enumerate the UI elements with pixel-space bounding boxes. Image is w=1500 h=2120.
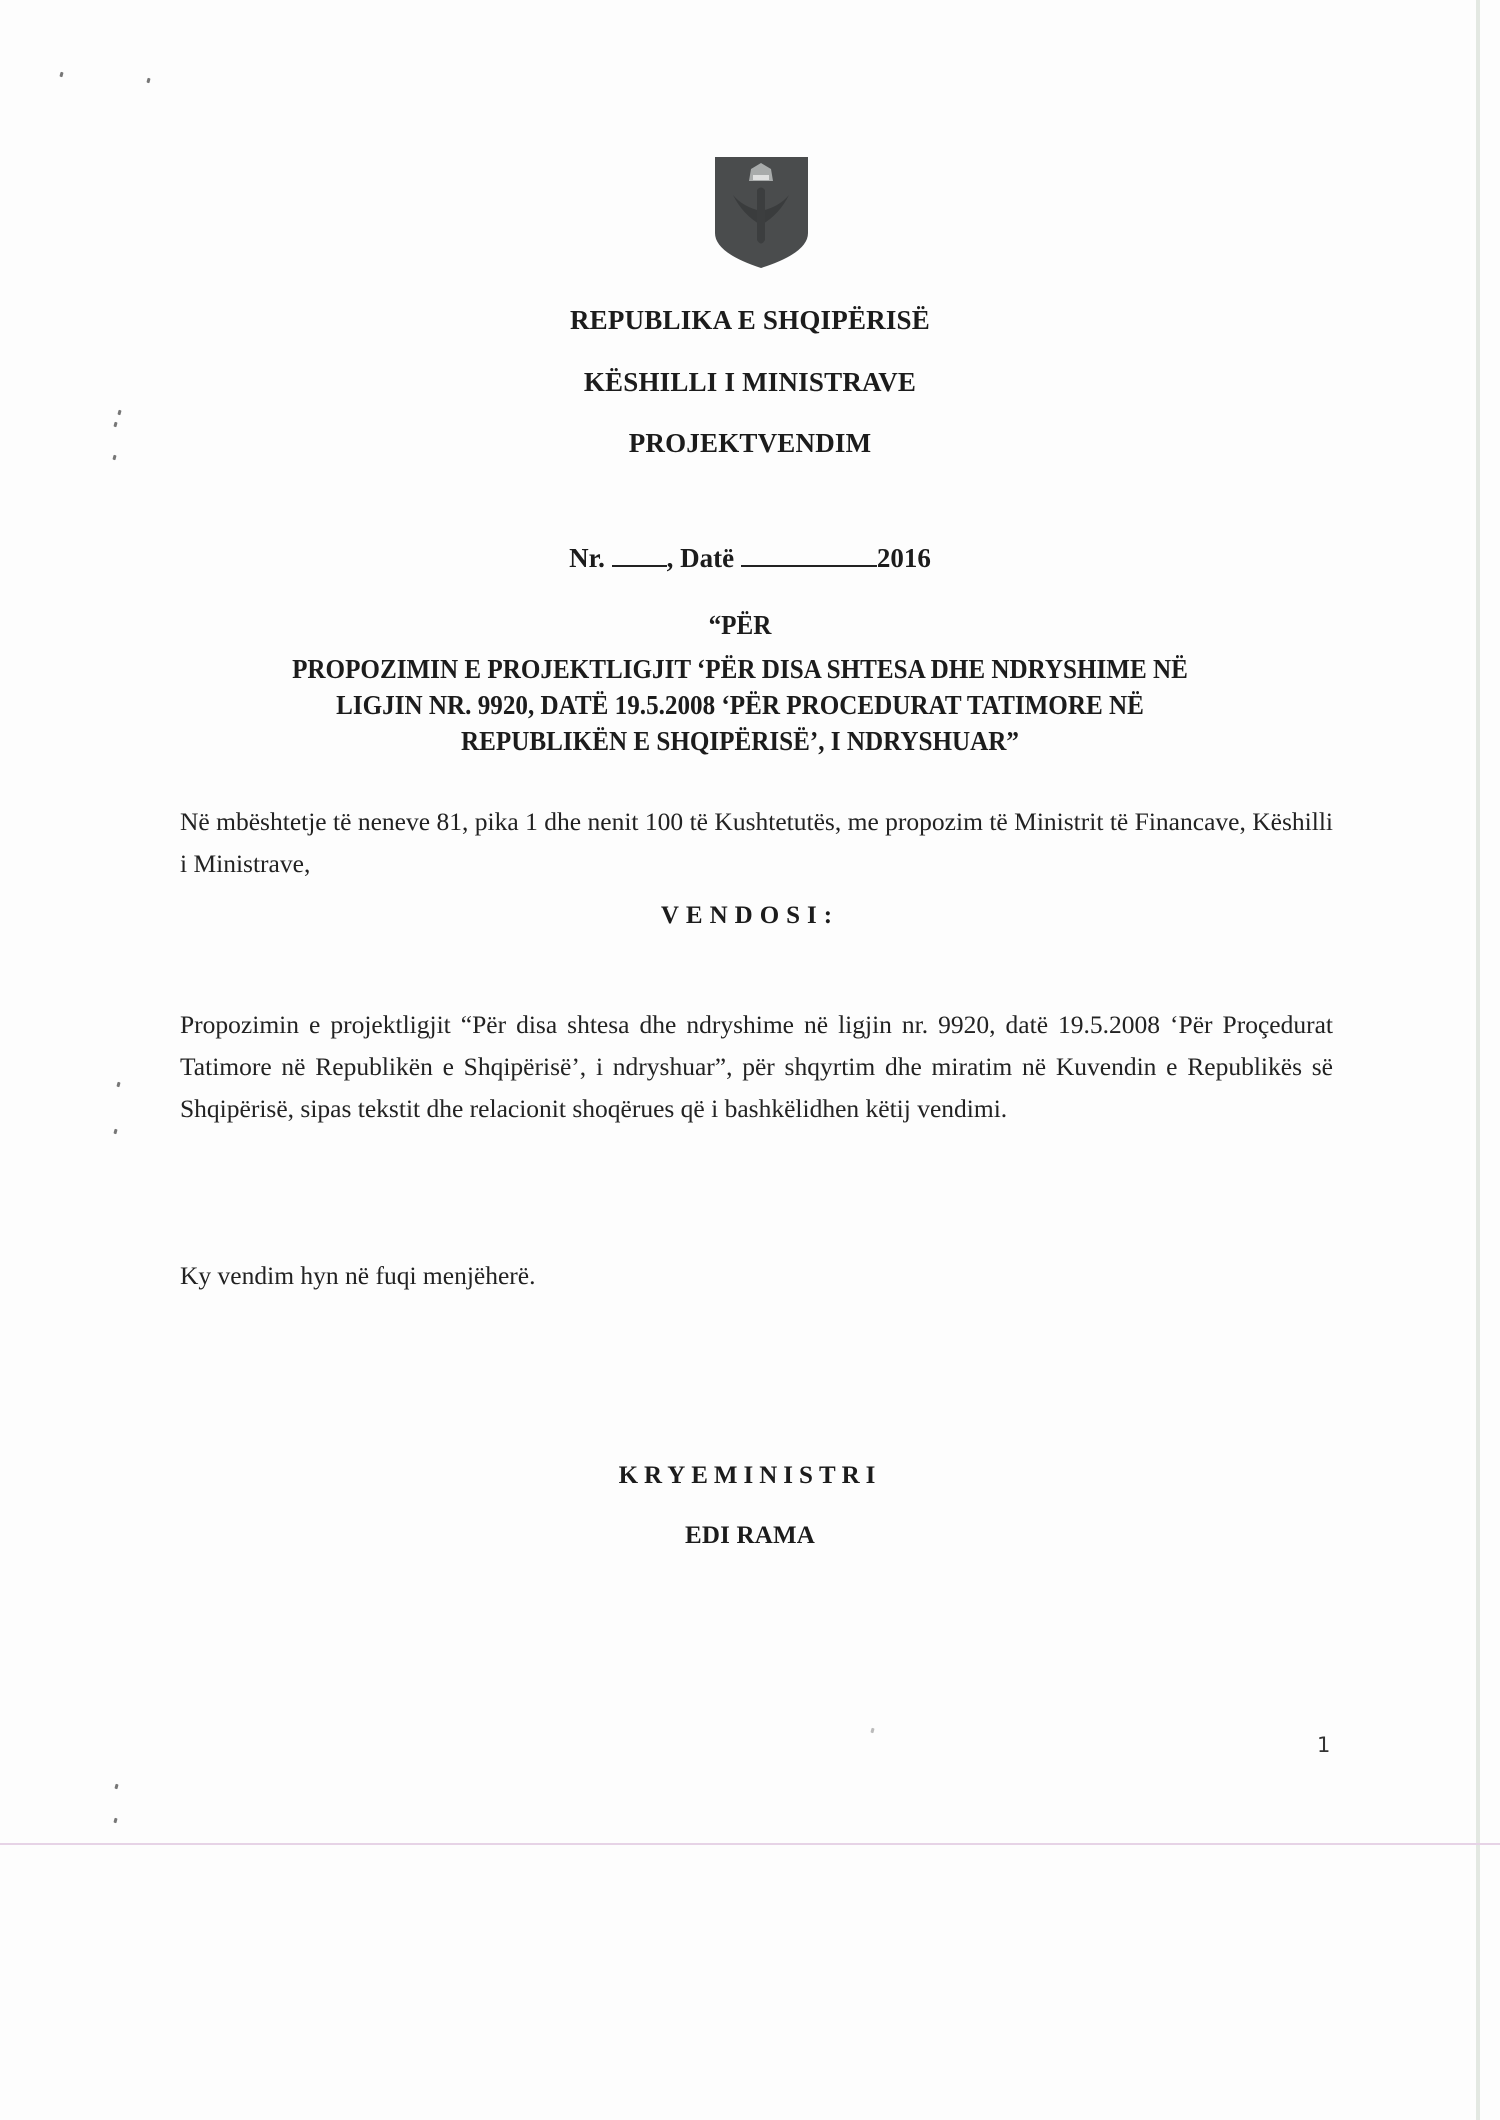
scan-speck bbox=[116, 1082, 120, 1088]
country-heading: REPUBLIKA E SHQIPËRISË bbox=[569, 305, 930, 335]
number-label: Nr. bbox=[569, 543, 605, 573]
coat-of-arms-icon bbox=[713, 155, 810, 270]
year-value: 2016 bbox=[876, 543, 931, 573]
number-date-line bbox=[0, 543, 1500, 574]
decision-title bbox=[201, 607, 1280, 759]
scan-speck bbox=[113, 1129, 117, 1135]
institution-heading: KËSHILLI I MINISTRAVE bbox=[583, 367, 917, 397]
date-blank-field bbox=[741, 543, 877, 567]
title-line: PROPOZIMIN E PROJEKTLIGJIT ‘PËR DISA SHTESA DHE NDRYSHIME NË bbox=[292, 654, 1188, 684]
scan-speck bbox=[113, 422, 117, 428]
scan-speck bbox=[146, 78, 150, 84]
date-label: , Datë bbox=[666, 543, 735, 573]
scan-speck bbox=[59, 72, 63, 78]
page-number: 1 bbox=[1317, 1733, 1331, 1757]
title-line: LIGJIN NR. 9920, DATË 19.5.2008 ‘PËR PROCEDURAT TATIMORE NË bbox=[336, 690, 1144, 720]
entry-into-force-paragraph: Ky vendim hyn në fuqi menjëherë. bbox=[180, 1261, 536, 1290]
number-blank-field bbox=[612, 543, 667, 567]
scan-speck bbox=[870, 1728, 874, 1734]
title-line: “PËR bbox=[708, 610, 772, 640]
scan-speck bbox=[113, 1818, 117, 1824]
signature-title: KRYEMINISTRI bbox=[618, 1462, 882, 1489]
page-bottom-rule bbox=[0, 1843, 1500, 1845]
scan-speck bbox=[114, 1784, 118, 1790]
decision-paragraph: Propozimin e projektligjit “Për disa shtesa dhe ndryshime në ligjin nr. 9920, datë 19.5.2008 ‘Për Proçedurat Tatimore në Republikën e Shqipërisë’, i ndryshuar”, për shqyrtim dhe miratim në Kuvendin e Republikës së Shqipërisë, sipas tekstit dhe relacionit shoqërues që i bashkëlidhen këtij vendimi. bbox=[180, 1010, 1333, 1123]
signatory-name: EDI RAMA bbox=[684, 1522, 816, 1549]
decides-heading: VENDOSI: bbox=[660, 902, 840, 929]
document-type-heading: PROJEKTVENDIM bbox=[628, 428, 872, 458]
preamble-paragraph: Në mbështetje të neneve 81, pika 1 dhe nenit 100 të Kushtetutës, me propozim të Ministrit të Financave, Këshilli i Ministrave, bbox=[180, 807, 1333, 878]
scan-speck bbox=[117, 410, 121, 416]
title-line: REPUBLIKËN E SHQIPËRISË’, I NDRYSHUAR” bbox=[461, 726, 1019, 756]
